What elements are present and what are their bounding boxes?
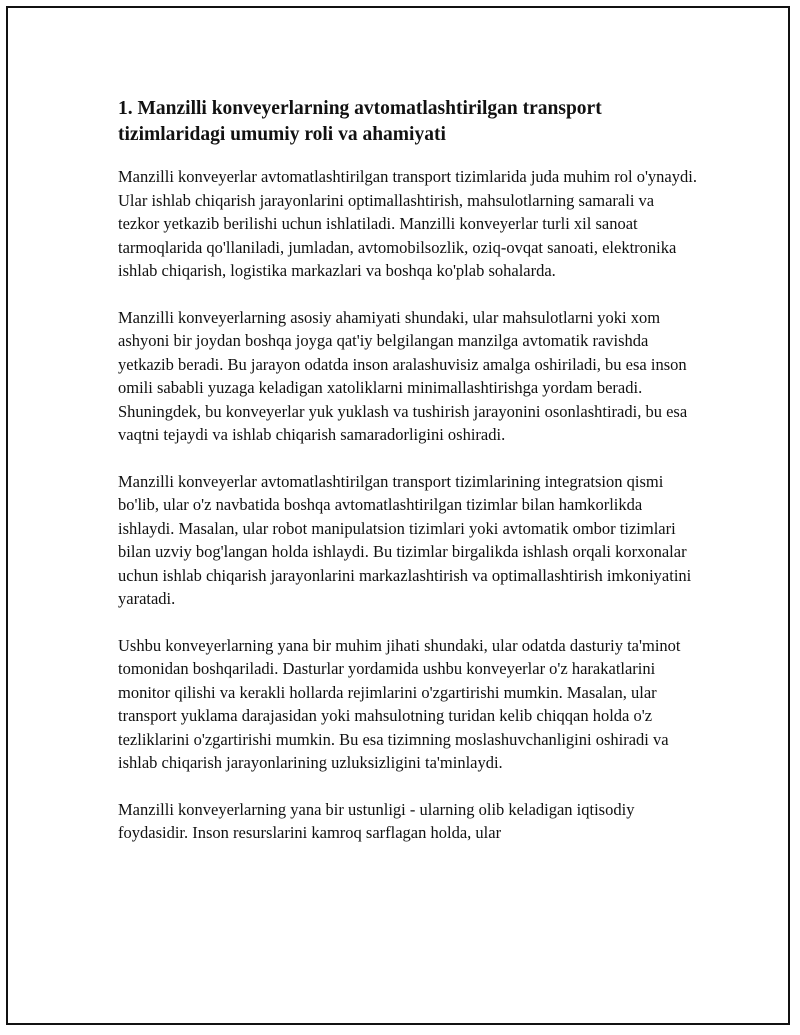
paragraph-3: Manzilli konveyerlar avtomatlashtirilgan transport tizimlarining integratsion qismi bo'lib, ular o'z navbatida boshqa avtomatlashtirilgan tizimlar bilan hamkorlikda ishlaydi. Masalan, ular robot manipulatsion tizimlari yoki avtomatik ombor tizimlari bilan uzviy bog'langan holda ishlaydi. Bu tizimlar birgalikda ishlash orqali korxonalar uchun ishlab chiqarish jarayonlarini markazlashtirish va optimallashtirish imkoniyatini yaratadi. xyxy=(118,471,692,608)
paragraph-1: Manzilli konveyerlar avtomatlashtirilgan transport tizimlarida juda muhim rol o'ynaydi. Ular ishlab chiqarish jarayonlarini optimallashtirish, mahsulotlarning samarali va tezkor yetkazib berilishi uchun ishlatiladi. Manzilli konveyerlar turli xil sanoat tarmoqlarida qo'llaniladi, jumladan, avtomobilsozlik, oziq-ovqat sanoati, elektronika ishlab chiqarish, logistika markazlari va boshqa ko'plab sohalarda. xyxy=(118,167,697,280)
document-body xyxy=(118,96,698,868)
paragraph-2: Manzilli konveyerlarning asosiy ahamiyati shundaki, ular mahsulotlarni yoki xom ashyoni bir joydan boshqa joyga qat'iy belgilangan manzilga avtomatik ravishda yetkazib beradi. Bu jarayon odatda inson aralashuvisiz amalga oshiriladi, bu esa inson omili sababli yuzaga keladigan xatoliklarni minimallashtirishga yordam beradi. Shuningdek, bu konveyerlar yuk yuklash va tushirish jarayonini osonlashtiradi, bu esa vaqtni tejaydi va ishlab chiqarish samaradorligini oshiradi. xyxy=(118,307,688,444)
paragraph-5: Manzilli konveyerlarning yana bir ustunligi - ularning olib keladigan iqtisodiy foydasidir. Inson resurslarini kamroq sarflagan holda, ular xyxy=(118,799,635,842)
section-heading: 1. Manzilli konveyerlarning avtomatlashtirilgan transport tizimlaridagi umumiy roli va ahamiyati xyxy=(118,98,602,145)
paragraph-4: Ushbu konveyerlarning yana bir muhim jihati shundaki, ular odatda dasturiy ta'minot tomonidan boshqariladi. Dasturlar yordamida ushbu konveyerlar o'z harakatlarini monitor qilishi va kerakli hollarda rejimlarini o'zgartirishi mumkin. Masalan, ular transport yuklama darajasidan yoki mahsulotning turidan kelib chiqqan holda o'z tezliklarini o'zgartirishi mumkin. Bu esa tizimning moslashuvchanligini oshiradi va ishlab chiqarish jarayonlarining uzluksizligini ta'minlaydi. xyxy=(118,635,681,772)
